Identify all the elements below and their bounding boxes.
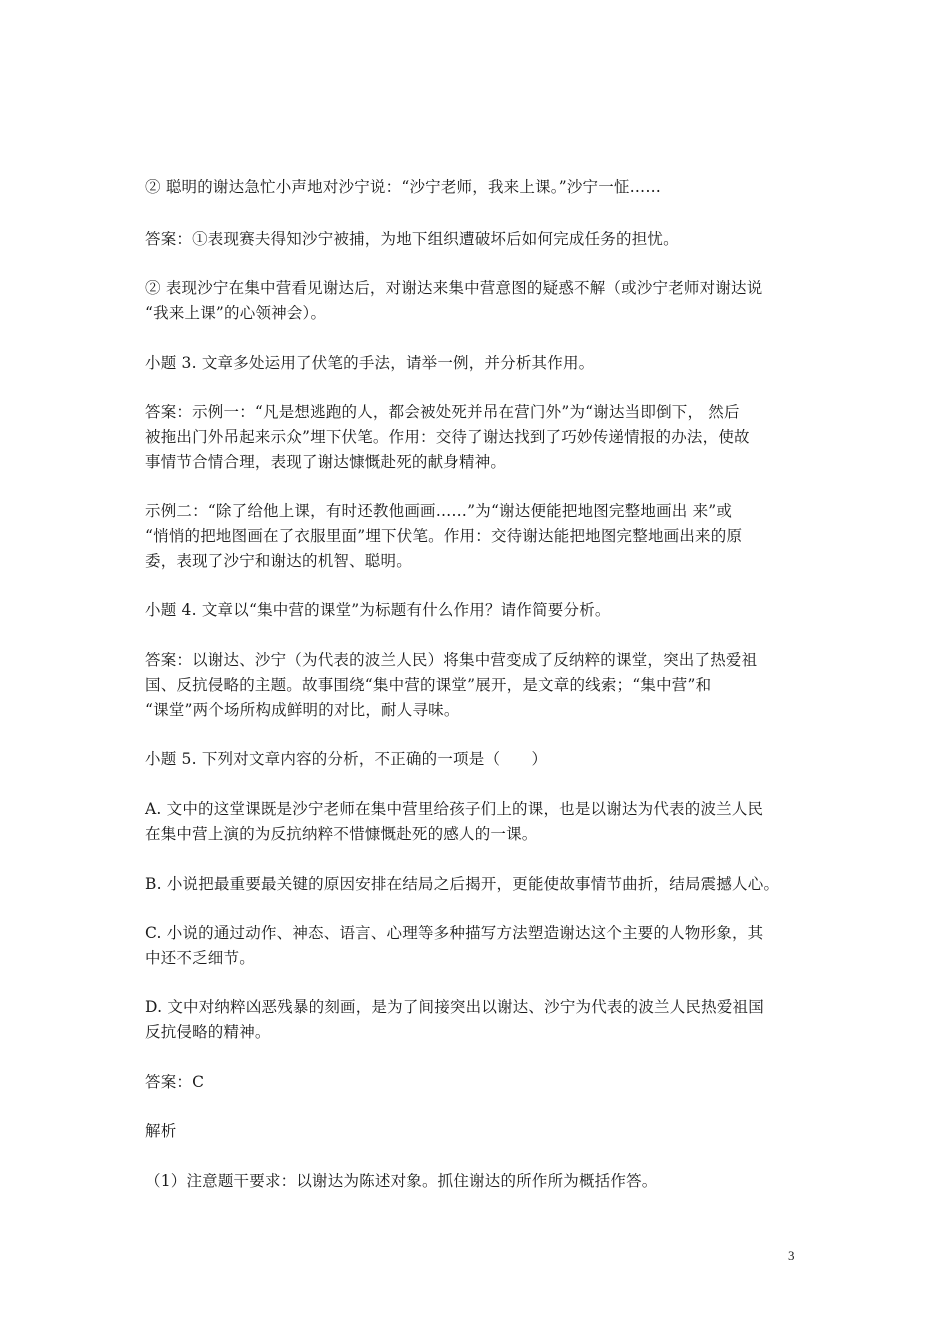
paragraph-11 — [145, 921, 810, 971]
paragraph-12 — [145, 995, 810, 1045]
paragraph-5 — [145, 499, 810, 574]
paragraph-0 — [145, 175, 810, 200]
text-line: 委，表现了沙宁和谢达的机智、聪明。 — [145, 552, 412, 570]
paragraph-13 — [145, 1070, 810, 1095]
paragraph-7 — [145, 648, 810, 723]
text-line: 小题 4. 文章以“集中营的课堂”为标题有什么作用？请作简要分析。 — [145, 601, 611, 619]
paragraph-3 — [145, 351, 810, 376]
text-line: 国、反抗侵略的主题。故事围绕“集中营的课堂”展开，是文章的线索；“集中营”和 — [145, 676, 712, 694]
paragraph-1 — [145, 227, 810, 252]
text-line: 解析 — [145, 1122, 177, 1140]
text-line: 答案：C — [145, 1073, 205, 1091]
text-line: ② 聪明的谢达急忙小声地对沙宁说：“沙宁老师，我来上课。”沙宁一怔…… — [145, 178, 662, 196]
paragraph-6 — [145, 598, 810, 623]
text-line: 被拖出门外吊起来示众”埋下伏笔。作用：交待了谢达找到了巧妙传递情报的办法，使故 — [145, 428, 750, 446]
text-line: 答案：①表现赛夫得知沙宁被捕，为地下组织遭破坏后如何完成任务的担忧。 — [145, 230, 679, 248]
text-line: 示例二：“除了给他上课，有时还教他画画……”为“谢达便能把地图完整地画出 来”或 — [145, 502, 733, 520]
text-line: 答案：示例一：“凡是想逃跑的人，都会被处死并吊在营门外”为“谢达当即倒下， 然后 — [145, 403, 740, 421]
paragraph-15 — [145, 1169, 810, 1194]
paragraph-8 — [145, 747, 810, 772]
text-line: 小题 3. 文章多处运用了伏笔的手法，请举一例，并分析其作用。 — [145, 354, 595, 372]
text-line: ② 表现沙宁在集中营看见谢达后，对谢达来集中营意图的疑惑不解（或沙宁老师对谢达说 — [145, 279, 763, 297]
text-line: B. 小说把最重要最关键的原因安排在结局之后揭开，更能使故事情节曲折，结局震撼人心。 — [145, 875, 780, 893]
text-line: A. 文中的这堂课既是沙宁老师在集中营里给孩子们上的课，也是以谢达为代表的波兰人民 — [145, 800, 764, 818]
text-line: 在集中营上演的为反抗纳粹不惜慷慨赴死的感人的一课。 — [145, 825, 538, 843]
text-line: D. 文中对纳粹凶恶残暴的刻画，是为了间接突出以谢达、沙宁为代表的波兰人民热爱祖国 — [145, 998, 764, 1016]
text-line: “悄悄的把地图画在了衣服里面”埋下伏笔。作用：交待谢达能把地图完整地画出来的原 — [145, 527, 743, 545]
text-line: “我来上课”的心领神会）。 — [145, 304, 327, 322]
paragraph-4 — [145, 400, 810, 475]
page-number: 3 — [788, 1248, 795, 1263]
text-line: 事情节合情合理，表现了谢达慷慨赴死的献身精神。 — [145, 453, 507, 471]
text-line: 答案：以谢达、沙宁（为代表的波兰人民）将集中营变成了反纳粹的课堂，突出了热爱祖 — [145, 651, 758, 669]
text-line: 中还不乏细节。 — [145, 949, 255, 967]
text-line: 反抗侵略的精神。 — [145, 1023, 271, 1041]
text-line: “课堂”两个场所构成鲜明的对比，耐人寻味。 — [145, 701, 460, 719]
text-line: C. 小说的通过动作、神态、语言、心理等多种描写方法塑造谢达这个主要的人物形象，其 — [145, 924, 764, 942]
text-line: 小题 5. 下列对文章内容的分析，不正确的一项是（ ） — [145, 750, 548, 768]
paragraph-14 — [145, 1119, 810, 1144]
paragraph-9 — [145, 797, 810, 847]
text-line: （1）注意题干要求：以谢达为陈述对象。抓住谢达的所作所为概括作答。 — [145, 1172, 658, 1190]
paragraph-2 — [145, 276, 810, 326]
paragraph-10 — [145, 872, 810, 897]
